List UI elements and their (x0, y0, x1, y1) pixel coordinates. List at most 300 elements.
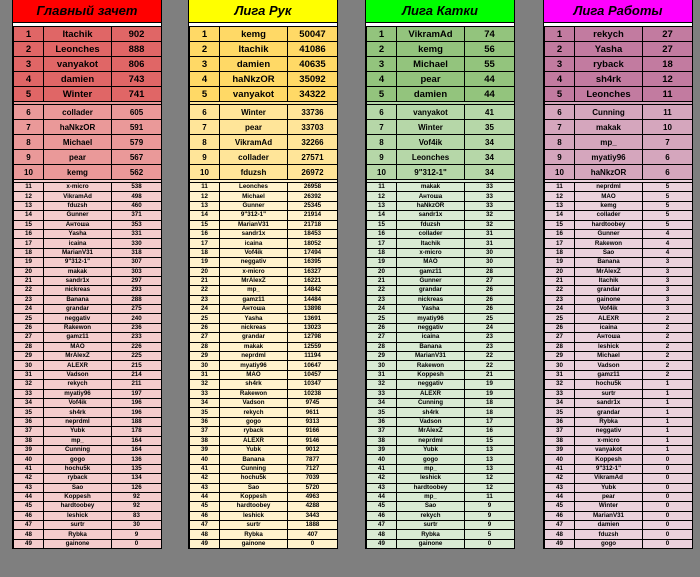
score-cell: 2 (643, 342, 693, 351)
rank-cell: 25 (545, 314, 575, 323)
rank-cell: 10 (14, 165, 44, 180)
table-row (367, 436, 515, 445)
rank-cell: 16 (14, 229, 44, 238)
score-cell: 30 (465, 258, 515, 267)
player-name-cell: MAO (44, 342, 112, 351)
rank-cell: 15 (545, 220, 575, 229)
player-name-cell: Itachik (397, 239, 465, 248)
player-name-cell: nickreas (220, 323, 288, 332)
rank-cell: 27 (190, 333, 220, 342)
rank-cell: 16 (367, 229, 397, 238)
rank-cell: 26 (14, 323, 44, 332)
player-name-cell: mp_ (44, 436, 112, 445)
table-row (14, 305, 162, 314)
player-name-cell: Leonches (220, 183, 288, 192)
table-row (190, 492, 338, 501)
table-row (190, 248, 338, 257)
score-cell: 164 (112, 445, 162, 454)
hands-league-board (188, 0, 338, 549)
player-name-cell: sandr1x (397, 211, 465, 220)
board-title: Лига Катки (366, 0, 514, 23)
score-cell: 21 (465, 370, 515, 379)
table-row (14, 135, 162, 150)
table-row (367, 276, 515, 285)
score-cell: 92 (112, 502, 162, 511)
table-row (14, 492, 162, 501)
score-cell: 293 (112, 286, 162, 295)
table-row (545, 267, 693, 276)
table-row (367, 492, 515, 501)
rank-cell: 47 (545, 521, 575, 530)
rank-cell: 18 (190, 248, 220, 257)
player-name-cell: Cunning (575, 105, 643, 120)
rank-cell: 10 (367, 165, 397, 180)
player-name-cell: mp_ (397, 464, 465, 473)
player-name-cell: Gunner (220, 201, 288, 210)
rank-cell: 4 (367, 72, 397, 87)
rank-cell: 43 (367, 483, 397, 492)
player-name-cell: ALEXR (220, 436, 288, 445)
score-cell: 225 (112, 352, 162, 361)
score-cell: 136 (112, 455, 162, 464)
table-row (190, 183, 338, 192)
rank-cell: 29 (545, 352, 575, 361)
table-row (367, 455, 515, 464)
rank-cell: 9 (190, 150, 220, 165)
table-row (190, 305, 338, 314)
score-cell: 591 (112, 120, 162, 135)
rank-cell: 41 (545, 464, 575, 473)
score-cell: 135 (112, 464, 162, 473)
score-cell: 5720 (288, 483, 338, 492)
table-row (367, 229, 515, 238)
score-cell: 44 (465, 72, 515, 87)
player-name-cell: Vadson (575, 361, 643, 370)
table-row (190, 521, 338, 530)
player-name-cell: ryback (575, 57, 643, 72)
player-name-cell: myatiy96 (220, 361, 288, 370)
player-name-cell: damien (44, 72, 112, 87)
rank-cell: 15 (190, 220, 220, 229)
table-row (190, 295, 338, 304)
table-row (367, 72, 515, 87)
player-name-cell: MrAlexZ (575, 267, 643, 276)
table-row (545, 530, 693, 539)
score-cell: 0 (643, 539, 693, 548)
score-cell: 240 (112, 314, 162, 323)
player-name-cell: Cunning (220, 464, 288, 473)
player-name-cell: surtr (575, 389, 643, 398)
score-cell: 16 (465, 427, 515, 436)
player-name-cell: hardtoobey (220, 502, 288, 511)
table-row (367, 474, 515, 483)
table-row (14, 314, 162, 323)
table-row (190, 352, 338, 361)
rank-cell: 17 (545, 239, 575, 248)
score-cell: 318 (112, 248, 162, 257)
score-cell: 126 (112, 483, 162, 492)
player-name-cell: Rybka (575, 417, 643, 426)
table-row (190, 483, 338, 492)
score-cell: 9 (465, 502, 515, 511)
table-row (545, 220, 693, 229)
rank-cell: 33 (367, 389, 397, 398)
score-cell: 407 (288, 530, 338, 539)
score-cell: 0 (643, 455, 693, 464)
score-cell: 7127 (288, 464, 338, 473)
table-row (190, 42, 338, 57)
player-name-cell: surtr (397, 521, 465, 530)
rank-cell: 36 (190, 417, 220, 426)
rank-cell: 13 (190, 201, 220, 210)
score-cell: 10 (643, 120, 693, 135)
rank-cell: 34 (14, 398, 44, 407)
score-cell: 3 (643, 276, 693, 285)
player-name-cell: neggativ (44, 314, 112, 323)
player-name-cell: Vadson (220, 398, 288, 407)
player-name-cell: Vof4ik (44, 398, 112, 407)
score-cell: 92 (112, 492, 162, 501)
player-name-cell: 9"312-1" (220, 211, 288, 220)
rank-cell: 4 (545, 72, 575, 87)
rank-cell: 1 (545, 27, 575, 42)
score-cell: 23 (465, 342, 515, 351)
score-cell: 498 (112, 192, 162, 201)
score-cell: 16221 (288, 276, 338, 285)
score-cell: 13 (465, 445, 515, 454)
rank-cell: 23 (367, 295, 397, 304)
standings-table (366, 26, 515, 549)
player-name-cell: MrAlexZ (44, 352, 112, 361)
rank-cell: 45 (367, 502, 397, 511)
table-row (14, 276, 162, 285)
player-name-cell: icaina (44, 239, 112, 248)
rank-cell: 4 (14, 72, 44, 87)
score-cell: 25345 (288, 201, 338, 210)
rank-cell: 12 (190, 192, 220, 201)
table-row (367, 314, 515, 323)
table-row (190, 72, 338, 87)
rank-cell: 38 (367, 436, 397, 445)
score-cell: 27 (465, 276, 515, 285)
player-name-cell: MrAlexZ (220, 276, 288, 285)
table-row (545, 436, 693, 445)
rank-cell: 43 (190, 483, 220, 492)
player-name-cell: collader (220, 150, 288, 165)
player-name-cell: kemg (220, 27, 288, 42)
score-cell: 27 (643, 42, 693, 57)
score-cell: 32 (465, 220, 515, 229)
score-cell: 10647 (288, 361, 338, 370)
table-row (190, 511, 338, 520)
score-cell: 5 (643, 211, 693, 220)
score-cell: 579 (112, 135, 162, 150)
player-name-cell: leshick (44, 511, 112, 520)
score-cell: 9166 (288, 427, 338, 436)
rank-cell: 18 (545, 248, 575, 257)
table-row (367, 398, 515, 407)
score-cell: 211 (112, 380, 162, 389)
table-row (14, 267, 162, 276)
player-name-cell: MAO (397, 258, 465, 267)
rank-cell: 8 (367, 135, 397, 150)
rank-cell: 35 (190, 408, 220, 417)
score-cell: 18052 (288, 239, 338, 248)
table-row (190, 229, 338, 238)
player-name-cell: fduzsh (575, 530, 643, 539)
score-cell: 17 (465, 417, 515, 426)
player-name-cell: 9"312-1" (397, 165, 465, 180)
rank-cell: 20 (545, 267, 575, 276)
rank-cell: 4 (190, 72, 220, 87)
rank-cell: 48 (367, 530, 397, 539)
player-name-cell: hardtoobey (575, 220, 643, 229)
table-row (545, 417, 693, 426)
table-row (367, 305, 515, 314)
table-row (367, 323, 515, 332)
score-cell: 27 (643, 27, 693, 42)
player-name-cell: Vof4ik (397, 135, 465, 150)
rank-cell: 20 (190, 267, 220, 276)
rank-cell: 23 (14, 295, 44, 304)
table-row (367, 42, 515, 57)
player-name-cell: grandar (397, 286, 465, 295)
score-cell: 2 (643, 323, 693, 332)
table-row (367, 530, 515, 539)
rank-cell: 49 (190, 539, 220, 548)
board-title: Лига Работы (544, 0, 692, 23)
score-cell: 10238 (288, 389, 338, 398)
player-name-cell: MarianV31 (220, 220, 288, 229)
rank-cell: 1 (367, 27, 397, 42)
rank-cell: 25 (367, 314, 397, 323)
table-row (367, 267, 515, 276)
rank-cell: 42 (545, 474, 575, 483)
rank-cell: 39 (367, 445, 397, 454)
score-cell: 0 (643, 483, 693, 492)
score-cell: 0 (112, 539, 162, 548)
rank-cell: 26 (545, 323, 575, 332)
table-row (545, 389, 693, 398)
rank-cell: 35 (367, 408, 397, 417)
rank-cell: 37 (367, 427, 397, 436)
score-cell: 3 (643, 286, 693, 295)
rank-cell: 11 (545, 183, 575, 192)
table-row (190, 361, 338, 370)
player-name-cell: Banana (44, 295, 112, 304)
player-name-cell: hardtoobey (44, 502, 112, 511)
rank-cell: 35 (14, 408, 44, 417)
rank-cell: 41 (367, 464, 397, 473)
table-row (367, 427, 515, 436)
score-cell: 34 (465, 165, 515, 180)
player-name-cell: pear (397, 72, 465, 87)
table-row (190, 380, 338, 389)
score-cell: 7 (643, 135, 693, 150)
table-row (14, 483, 162, 492)
table-row (545, 352, 693, 361)
player-name-cell: Gunner (397, 276, 465, 285)
score-cell: 3 (643, 295, 693, 304)
table-row (190, 276, 338, 285)
score-cell: 0 (643, 502, 693, 511)
score-cell: 9745 (288, 398, 338, 407)
score-cell: 3443 (288, 511, 338, 520)
player-name-cell: gogo (397, 455, 465, 464)
table-row (190, 192, 338, 201)
score-cell: 13898 (288, 305, 338, 314)
rank-cell: 3 (14, 57, 44, 72)
rank-cell: 16 (545, 229, 575, 238)
table-row (545, 239, 693, 248)
rank-cell: 7 (14, 120, 44, 135)
rank-cell: 14 (190, 211, 220, 220)
score-cell: 371 (112, 211, 162, 220)
score-cell: 743 (112, 72, 162, 87)
score-cell: 41 (465, 105, 515, 120)
rank-cell: 23 (190, 295, 220, 304)
score-cell: 567 (112, 150, 162, 165)
score-cell: 188 (112, 417, 162, 426)
rank-cell: 31 (367, 370, 397, 379)
table-row (545, 286, 693, 295)
player-name-cell: VikramAd (397, 27, 465, 42)
score-cell: 7039 (288, 474, 338, 483)
player-name-cell: Itachik (575, 276, 643, 285)
score-cell: 22 (465, 361, 515, 370)
rank-cell: 32 (367, 380, 397, 389)
rank-cell: 44 (545, 492, 575, 501)
table-row (190, 464, 338, 473)
rank-cell: 32 (545, 380, 575, 389)
player-name-cell: pear (44, 150, 112, 165)
rank-cell: 49 (14, 539, 44, 548)
score-cell: 0 (643, 492, 693, 501)
table-row (190, 539, 338, 548)
score-cell: 32 (465, 211, 515, 220)
rank-cell: 17 (367, 239, 397, 248)
table-row (190, 427, 338, 436)
rank-cell: 3 (190, 57, 220, 72)
player-name-cell: gamz11 (397, 267, 465, 276)
player-name-cell: nickreas (44, 286, 112, 295)
score-cell: 9146 (288, 436, 338, 445)
table-row (190, 445, 338, 454)
player-name-cell: rekych (220, 408, 288, 417)
player-name-cell: Антоша (397, 192, 465, 201)
table-row (14, 87, 162, 102)
player-name-cell: Vof4ik (575, 305, 643, 314)
player-name-cell: grandar (44, 305, 112, 314)
score-cell: 11 (643, 87, 693, 102)
player-name-cell: Антоша (44, 220, 112, 229)
table-row (14, 408, 162, 417)
score-cell: 1 (643, 436, 693, 445)
player-name-cell: Michael (220, 192, 288, 201)
player-name-cell: Banana (397, 342, 465, 351)
rank-cell: 11 (190, 183, 220, 192)
table-row (14, 445, 162, 454)
player-name-cell: 9"312-1" (575, 464, 643, 473)
player-name-cell: Winter (44, 87, 112, 102)
rank-cell: 25 (190, 314, 220, 323)
player-name-cell: vanyakot (220, 87, 288, 102)
table-row (14, 192, 162, 201)
player-name-cell: Koppesh (44, 492, 112, 501)
player-name-cell: myatiy96 (397, 314, 465, 323)
table-row (14, 502, 162, 511)
table-row (14, 201, 162, 210)
score-cell: 4288 (288, 502, 338, 511)
player-name-cell: haNkzOR (397, 201, 465, 210)
score-cell: 2 (643, 361, 693, 370)
player-name-cell: Sao (44, 483, 112, 492)
player-name-cell: x-micro (44, 183, 112, 192)
player-name-cell: sandr1x (44, 276, 112, 285)
rank-cell: 46 (14, 511, 44, 520)
player-name-cell: Антоша (220, 305, 288, 314)
player-name-cell: rekych (44, 380, 112, 389)
rank-cell: 24 (14, 305, 44, 314)
score-cell: 18 (643, 57, 693, 72)
table-row (545, 229, 693, 238)
table-row (14, 165, 162, 180)
score-cell: 331 (112, 229, 162, 238)
player-name-cell: Banana (220, 455, 288, 464)
player-name-cell: Vof4ik (220, 248, 288, 257)
rank-cell: 11 (14, 183, 44, 192)
rank-cell: 22 (14, 286, 44, 295)
score-cell: 33 (465, 201, 515, 210)
score-cell: 12 (465, 483, 515, 492)
table-row (190, 408, 338, 417)
table-row (190, 389, 338, 398)
work-league-board (543, 0, 693, 549)
player-name-cell: fduzsh (44, 201, 112, 210)
table-row (190, 87, 338, 102)
rank-cell: 33 (545, 389, 575, 398)
rank-cell: 29 (190, 352, 220, 361)
table-row (367, 417, 515, 426)
player-name-cell: Rybka (397, 530, 465, 539)
score-cell: 7877 (288, 455, 338, 464)
player-name-cell: haNkzOR (220, 72, 288, 87)
rank-cell: 14 (545, 211, 575, 220)
player-name-cell: hochu5k (220, 474, 288, 483)
player-name-cell: Koppesh (220, 492, 288, 501)
player-name-cell: vanyakot (44, 57, 112, 72)
player-name-cell: VikramAd (220, 135, 288, 150)
rank-cell: 1 (190, 27, 220, 42)
table-row (14, 380, 162, 389)
table-row (367, 333, 515, 342)
table-row (545, 361, 693, 370)
player-name-cell: grandar (220, 333, 288, 342)
player-name-cell: neprdml (575, 183, 643, 192)
table-row (367, 352, 515, 361)
rank-cell: 47 (190, 521, 220, 530)
score-cell: 26 (465, 295, 515, 304)
rank-cell: 27 (14, 333, 44, 342)
score-cell: 902 (112, 27, 162, 42)
player-name-cell: Leonches (397, 150, 465, 165)
player-name-cell: hochu5k (575, 380, 643, 389)
rank-cell: 33 (190, 389, 220, 398)
score-cell: 23 (465, 333, 515, 342)
score-cell: 1 (643, 427, 693, 436)
rank-cell: 41 (14, 464, 44, 473)
rank-cell: 40 (190, 455, 220, 464)
